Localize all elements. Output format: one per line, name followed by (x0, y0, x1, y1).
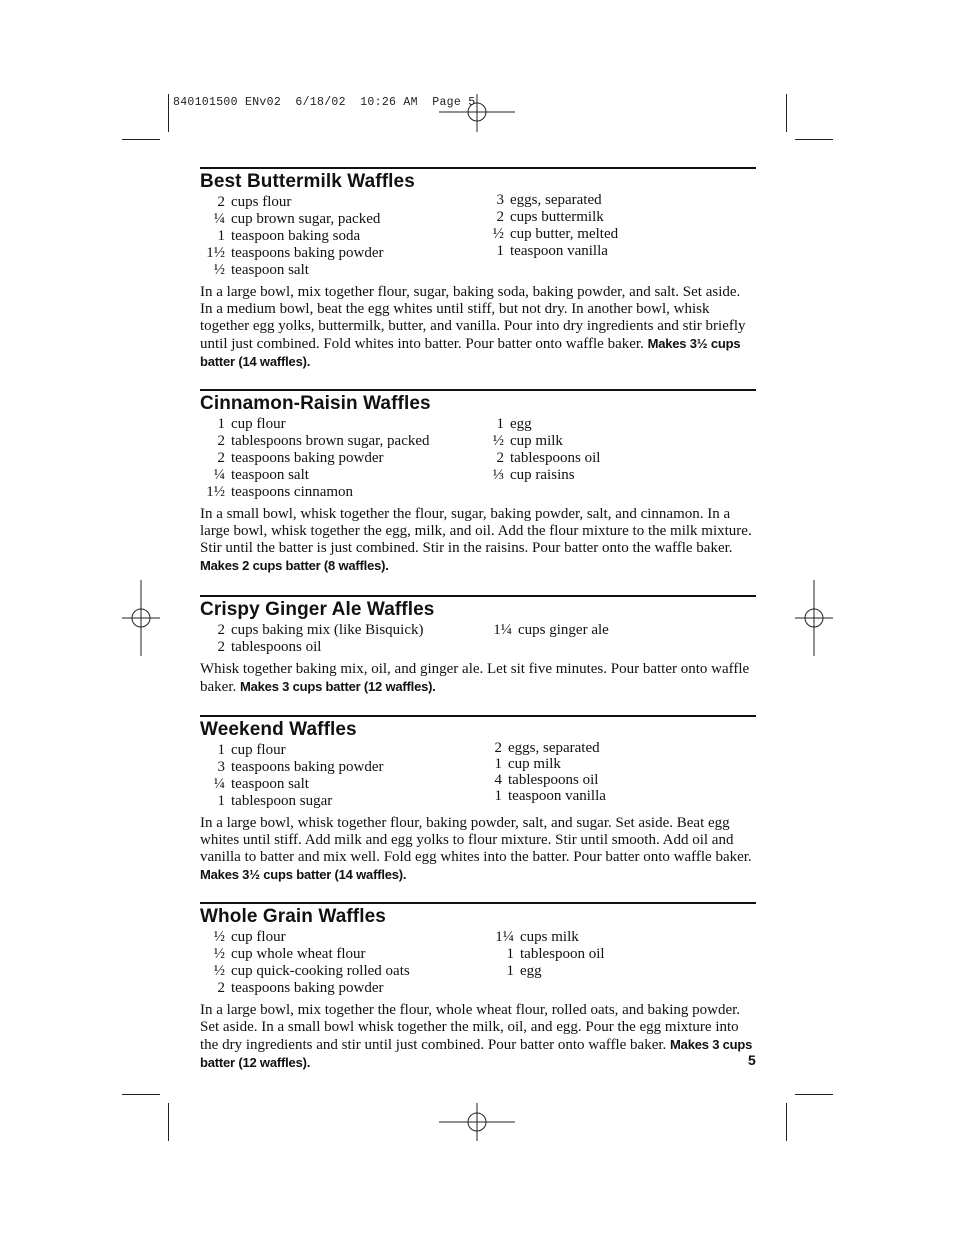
ingredient (492, 467, 756, 484)
ingredient-column (492, 622, 756, 656)
ingredient-qty: 2 (496, 209, 504, 225)
ingredient-text: teaspoons baking powder (231, 450, 384, 466)
recipe-content (200, 167, 756, 1072)
ingredient-column (200, 622, 492, 656)
ingredient-text: cup flour (231, 929, 286, 945)
recipe-title: Weekend Waffles (200, 719, 357, 740)
ingredient (492, 192, 756, 209)
ingredient-text: egg (510, 416, 532, 432)
ingredient-qty: 2 (217, 450, 225, 466)
registration-mark-icon (439, 1103, 515, 1141)
ingredient-list (200, 742, 756, 810)
yield-text: Makes 3 cups batter (12 waffles). (200, 1037, 753, 1070)
ingredient (200, 228, 492, 245)
ingredient-column (200, 929, 492, 997)
ingredient-text: cup flour (231, 416, 286, 432)
ingredient (200, 416, 492, 433)
ingredient-qty: 1 (494, 788, 502, 804)
printer-slug: 840101500 ENv02 6/18/02 10:26 AM Page 5 (173, 96, 476, 109)
ingredient-qty: 1 (506, 963, 514, 979)
ingredient (200, 433, 492, 450)
ingredient-column (200, 194, 492, 279)
ingredient (492, 433, 756, 450)
recipe-weekend (200, 715, 756, 902)
ingredient-column (492, 416, 756, 501)
crop-mark (122, 1094, 160, 1095)
ingredient (200, 742, 492, 759)
ingredient-column (492, 192, 756, 279)
ingredient-text: cup brown sugar, packed (231, 211, 381, 227)
ingredient (200, 211, 492, 228)
ingredient (200, 776, 492, 793)
ingredient-qty: 1½ (206, 245, 225, 261)
ingredient (492, 450, 756, 467)
ingredient-text: cup butter, melted (510, 226, 619, 242)
ingredient-text: cups ginger ale (518, 622, 609, 638)
page-number: 5 (748, 1052, 756, 1068)
ingredient-qty: 3 (496, 192, 504, 208)
registration-mark-icon (439, 94, 515, 132)
ingredient (492, 929, 756, 946)
ingredient-text: cups buttermilk (510, 209, 604, 225)
ingredient (200, 450, 492, 467)
registration-mark-icon (122, 580, 160, 656)
ingredient-qty: 2 (217, 194, 225, 210)
ingredient-text: cup whole wheat flour (231, 946, 366, 962)
ingredient-qty: 1 (217, 416, 225, 432)
recipe-title: Crispy Ginger Ale Waffles (200, 599, 435, 620)
ingredient (492, 243, 756, 260)
ingredient-qty: 2 (217, 622, 225, 638)
crop-mark (168, 1103, 169, 1141)
crop-mark (795, 1094, 833, 1095)
ingredient (492, 756, 756, 772)
ingredient-text: cup milk (510, 433, 563, 449)
registration-mark-icon (795, 580, 833, 656)
directions-text: In a large bowl, mix together flour, sugar, baking soda, baking powder, and salt. Set aside. In a medium bowl, beat the egg whites until stiff, but not dry. In another bowl, whisk together egg yolks, buttermilk, butter, and vanilla. Pour into dry ingredients and stir briefly until just combined. Fold whites into batter. Pour batter onto waffle baker. (200, 284, 746, 352)
recipe-cinnamon-raisin (200, 389, 756, 595)
ingredient-list (200, 416, 756, 501)
ingredient-list (200, 194, 756, 279)
ingredient (200, 622, 492, 639)
ingredient-qty: 1 (217, 742, 225, 758)
ingredient (492, 209, 756, 226)
recipe-title: Best Buttermilk Waffles (200, 171, 415, 192)
ingredient-text: cup raisins (510, 467, 575, 483)
ingredient-qty: 1 (496, 243, 504, 259)
ingredient-qty: ½ (213, 963, 225, 979)
ingredient-column (200, 416, 492, 501)
recipe-directions (200, 1002, 756, 1072)
ingredient (200, 946, 492, 963)
ingredient (200, 467, 492, 484)
ingredient-text: eggs, separated (508, 740, 600, 756)
crop-mark (122, 139, 160, 140)
ingredient-text: tablespoons oil (508, 772, 599, 788)
ingredient-text: teaspoons baking powder (231, 245, 384, 261)
recipe-directions (200, 284, 756, 371)
ingredient-text: teaspoons baking powder (231, 980, 384, 996)
ingredient-text: teaspoon salt (231, 776, 309, 792)
crop-mark (168, 94, 169, 132)
yield-text: Makes 3½ cups batter (14 waffles). (200, 336, 741, 369)
ingredient-qty: 1 (494, 756, 502, 772)
ingredient-qty: ⅓ (492, 467, 504, 483)
ingredient (492, 622, 756, 639)
ingredient-text: cup flour (231, 742, 286, 758)
ingredient (492, 963, 756, 980)
ingredient-text: teaspoon vanilla (510, 243, 608, 259)
recipe-directions (200, 506, 756, 575)
ingredient-qty: 1 (506, 946, 514, 962)
ingredient-text: teaspoons baking powder (231, 759, 384, 775)
ingredient-qty: ¼ (213, 211, 225, 227)
ingredient-qty: 1 (496, 416, 504, 432)
ingredient-text: tablespoon oil (520, 946, 605, 962)
yield-text: Makes 3 cups batter (12 waffles). (239, 679, 436, 694)
ingredient-text: tablespoons oil (231, 639, 322, 655)
ingredient-text: tablespoons oil (510, 450, 601, 466)
ingredient-qty: 2 (496, 450, 504, 466)
ingredient-text: teaspoon vanilla (508, 788, 606, 804)
ingredient-list (200, 622, 756, 656)
ingredient (200, 793, 492, 810)
ingredient-text: teaspoons cinnamon (231, 484, 354, 500)
ingredient-qty: 1¼ (495, 929, 514, 945)
ingredient (200, 194, 492, 211)
recipe-whole-grain (200, 902, 756, 1072)
recipe-directions (200, 661, 756, 696)
ingredient-qty: ½ (213, 929, 225, 945)
ingredient (492, 226, 756, 243)
ingredient-qty: 1¼ (493, 622, 512, 638)
ingredient-text: egg (520, 963, 542, 979)
ingredient-qty: 2 (494, 740, 502, 756)
recipe-title: Cinnamon-Raisin Waffles (200, 393, 431, 414)
recipe-best-buttermilk (200, 167, 756, 389)
ingredient-list (200, 929, 756, 997)
ingredient-qty: ½ (213, 262, 225, 278)
ingredient-qty: 2 (217, 433, 225, 449)
ingredient-column (200, 742, 492, 810)
directions-text: In a small bowl, whisk together the flour, sugar, baking powder, salt, and cinnamon. In a large bowl, whisk together the egg, milk, and oil. Add the flour mixture to the milk mixture. Stir until the batter is just combined. Stir in the raisins. Pour batter onto the waffle baker. (200, 506, 752, 556)
ingredient-qty: ¼ (213, 467, 225, 483)
recipe-crispy-ginger-ale (200, 595, 756, 715)
recipe-directions (200, 815, 756, 884)
ingredient-text: cup quick-cooking rolled oats (231, 963, 410, 979)
crop-mark (795, 139, 833, 140)
ingredient-column (492, 929, 756, 997)
ingredient-text: cups milk (520, 929, 579, 945)
ingredient (200, 484, 492, 501)
ingredient-qty: ½ (213, 946, 225, 962)
ingredient (200, 980, 492, 997)
ingredient (200, 262, 492, 279)
ingredient-text: teaspoon salt (231, 262, 309, 278)
ingredient (492, 416, 756, 433)
ingredient-qty: ½ (492, 226, 504, 242)
ingredient-text: teaspoon salt (231, 467, 309, 483)
crop-mark (786, 94, 787, 132)
ingredient-qty: 1 (217, 228, 225, 244)
ingredient-text: cups flour (231, 194, 292, 210)
ingredient-qty: ¼ (213, 776, 225, 792)
ingredient-column (492, 740, 756, 810)
ingredient-text: teaspoon baking soda (231, 228, 361, 244)
yield-text: Makes 3½ cups batter (14 waffles). (200, 867, 407, 882)
directions-text: In a large bowl, mix together the flour, whole wheat flour, rolled oats, and baking powder. Set aside. In a small bowl whisk together the milk, oil, and egg. Pour the egg mixture into the dry ingredients and stir until just combined. Pour batter onto waffle baker. (200, 1002, 741, 1053)
yield-text: Makes 2 cups batter (8 waffles). (200, 558, 389, 573)
ingredient-text: eggs, separated (510, 192, 602, 208)
ingredient (492, 788, 756, 804)
crop-mark (786, 1103, 787, 1141)
directions-text: Whisk together baking mix, oil, and ginger ale. Let sit five minutes. Pour batter onto waffle baker. (200, 661, 750, 695)
directions-text: In a large bowl, whisk together flour, baking powder, salt, and sugar. Set aside. Beat egg whites until stiff. Add milk and egg yolks to flour mixture. Stir until smooth. Add oil and vanilla to batter and mix well. Fold egg whites into the batter. Pour batter onto waffle baker. (200, 815, 752, 865)
ingredient (200, 963, 492, 980)
ingredient-qty: 1 (217, 793, 225, 809)
ingredient (200, 759, 492, 776)
ingredient (492, 946, 756, 963)
ingredient-qty: 3 (217, 759, 225, 775)
ingredient-qty: 2 (217, 639, 225, 655)
ingredient (200, 245, 492, 262)
ingredient-qty: 2 (217, 980, 225, 996)
ingredient-qty: 1½ (206, 484, 225, 500)
ingredient-qty: ½ (492, 433, 504, 449)
ingredient-text: cups baking mix (like Bisquick) (231, 622, 424, 638)
ingredient (200, 639, 492, 656)
ingredient-text: tablespoon sugar (231, 793, 333, 809)
ingredient-text: cup milk (508, 756, 561, 772)
ingredient (492, 772, 756, 788)
ingredient (200, 929, 492, 946)
recipe-title: Whole Grain Waffles (200, 906, 386, 927)
ingredient-qty: 4 (494, 772, 502, 788)
ingredient (492, 740, 756, 756)
ingredient-text: tablespoons brown sugar, packed (231, 433, 430, 449)
